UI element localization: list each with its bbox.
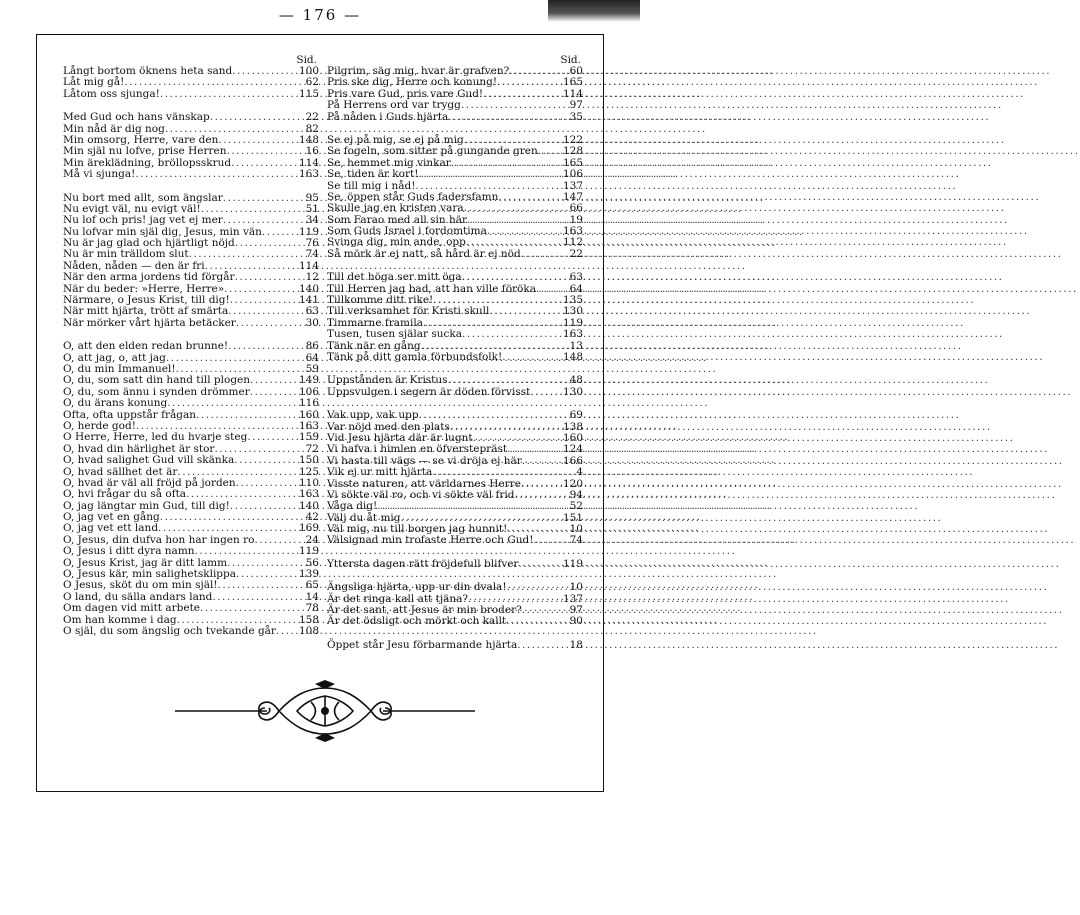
hymn-title: När den arma jordens tid förgår <box>63 271 235 284</box>
dot-leader <box>419 410 563 421</box>
index-entry <box>63 455 319 466</box>
hymn-title: O, hvad sällhet det är <box>63 465 178 478</box>
page-ref: 120 <box>562 477 583 490</box>
hymn-title: Pris ske dig, Herre och konung! <box>327 76 498 89</box>
hymn-title: Nu lof och pris! jag vet ej mer <box>63 214 223 227</box>
page-ref: 138 <box>562 420 583 433</box>
page-ref: 163 <box>562 328 583 341</box>
hymn-title: Skulle jag en kristen vara <box>327 202 464 215</box>
hymn-title: Må vi sjunga! <box>63 168 136 181</box>
hymn-title: Ofta, ofta uppstår frågan <box>63 408 197 421</box>
page-ref: 106 <box>298 385 319 398</box>
sid-label: Sid. <box>560 54 581 66</box>
dot-leader <box>236 318 299 329</box>
page-ref: 119 <box>298 225 319 238</box>
hymn-title: Är det ödsligt och mörkt och kallt <box>327 615 507 628</box>
hymn-title: Se till mig i nåd! <box>327 179 416 192</box>
hymn-title: Låt mig gå! <box>63 76 125 89</box>
page-ref: 122 <box>562 133 583 146</box>
dot-leader <box>223 215 299 226</box>
hymn-title: O Jesus, sköt du om min själ! <box>63 579 218 592</box>
dot-leader <box>462 329 561 340</box>
hymn-title: När du beder: »Herre, Herre» <box>63 282 225 295</box>
index-entry <box>327 112 583 123</box>
index-entry <box>63 432 319 443</box>
index-entry <box>63 89 319 100</box>
hymn-title: Ängsliga hjärta, upp ur din dvala! <box>327 581 507 594</box>
page-ref: 148 <box>298 133 319 146</box>
index-entry <box>327 501 583 512</box>
hymn-title: O, jag vet en gång <box>63 511 160 524</box>
hymn-title: Se, tiden är kort! <box>327 168 419 181</box>
dot-leader <box>276 626 297 637</box>
hymn-title: Se ej på mig, se ej på mig <box>327 133 464 146</box>
hymn-title: Se fogeln, som sitter på gungande gren <box>327 145 538 158</box>
page-ref: 51 <box>305 202 319 215</box>
page-ref: 94 <box>569 488 583 501</box>
page-ref: 108 <box>298 624 319 637</box>
page-ref: 110 <box>298 476 319 489</box>
dot-leader <box>502 352 561 363</box>
hymn-title: O Herre, Herre, led du hvarje steg <box>63 431 248 444</box>
hymn-title: Tänk när en gång <box>327 339 421 352</box>
page-ref: 160 <box>298 408 319 421</box>
dot-leader <box>507 582 563 593</box>
page-ref: 24 <box>305 533 319 546</box>
index-column-right <box>327 54 583 651</box>
index-entry <box>327 444 583 455</box>
page-ref: 69 <box>569 409 583 422</box>
hymn-title: Tänk på ditt gamla förbundsfolk! <box>327 350 503 363</box>
page-ref: 149 <box>298 374 319 387</box>
hymn-title: Nu är min trälldom slut <box>63 248 189 261</box>
hymn-title: O, herde god! <box>63 419 136 432</box>
hymn-title: O, Jesus Krist, jag är ditt lamm <box>63 556 228 569</box>
dot-leader <box>234 455 297 466</box>
dot-leader <box>432 467 563 478</box>
page-ref: 140 <box>298 282 319 295</box>
index-group <box>327 582 583 628</box>
hymn-title: Våga dig! <box>327 500 378 513</box>
page-ref: 100 <box>298 65 319 77</box>
hymn-title: O, du, som satt din hand till plogen <box>63 374 251 387</box>
page-ref: 114 <box>298 156 319 169</box>
hymn-title: O, du ärans konung <box>63 397 168 410</box>
hymn-title: O, jag vet ett land <box>63 522 159 535</box>
page-ref: 147 <box>562 190 583 203</box>
dot-leader <box>160 89 297 100</box>
page-ref: 137 <box>562 179 583 192</box>
page-ref: 166 <box>562 454 583 467</box>
hymn-title: Är det ringa kall att tjäna? <box>327 592 468 605</box>
page-ref: 135 <box>562 294 583 307</box>
dot-leader <box>461 100 563 111</box>
hymn-title: Låtom oss sjunga! <box>63 87 160 100</box>
page-ref: 148 <box>562 350 583 363</box>
page-ref: 119 <box>562 557 583 570</box>
page-ref: 90 <box>569 615 583 628</box>
hymn-title: O, Jesus i ditt dyra namn <box>63 545 195 558</box>
page-ref: 74 <box>569 534 583 547</box>
hymn-title: O, hvad är väl all fröjd på jorden <box>63 476 236 489</box>
page-ref: 163 <box>298 488 319 501</box>
index-entry <box>63 341 319 352</box>
dot-leader <box>135 169 297 180</box>
page-ref: 10 <box>569 523 583 536</box>
hymn-title: På nåden i Guds hjärta <box>327 110 449 123</box>
page-ref: 34 <box>305 214 319 227</box>
index-entry <box>327 249 583 260</box>
hymn-title: Till verksamhet för Kristi skull <box>327 305 490 318</box>
page-ref: 97 <box>569 99 583 112</box>
hymn-title: Om dagen vid mitt arbete <box>63 602 201 615</box>
hymn-title: Väl mig, nu till borgen jag hunnit! <box>327 523 508 536</box>
hymn-title: Timmarne framila <box>327 316 423 329</box>
index-entry <box>327 272 583 283</box>
page-ref: 119 <box>562 316 583 329</box>
hymn-title: O själ, du som ängslig och tvekande går <box>63 624 276 637</box>
page-ref: 42 <box>305 511 319 524</box>
dot-leader <box>462 272 563 283</box>
page-ref: 66 <box>569 202 583 215</box>
page-ref: 140 <box>298 499 319 512</box>
hymn-title: Vak upp, vak upp <box>327 409 419 422</box>
hymn-title: O, du min Immanuel! <box>63 362 176 375</box>
index-entry <box>63 318 319 329</box>
page-ref: 125 <box>298 465 319 478</box>
index-entry <box>327 582 583 593</box>
page-ref: 97 <box>569 604 583 617</box>
page-ref: 64 <box>305 351 319 364</box>
index-group <box>327 66 583 123</box>
index-group <box>327 410 583 547</box>
index-group <box>327 375 583 398</box>
dot-leader <box>506 616 563 627</box>
hymn-title: Se, hemmet mig vinkar <box>327 156 451 169</box>
page-ref: 48 <box>569 374 583 387</box>
hymn-title: O land, du sälla andars land <box>63 590 213 603</box>
page-ref: 4 <box>576 466 583 479</box>
index-entry <box>327 169 583 180</box>
hymn-title: Vi sökte väl ro, och vi sökte väl frid <box>327 488 515 501</box>
hymn-title: Om han komme i dag <box>63 613 177 626</box>
hymn-title: Yttersta dagen rätt fröjdefull blifver <box>327 557 519 570</box>
dot-leader <box>235 272 299 283</box>
hymn-title: O, du, som ännu i synden drömmer <box>63 385 250 398</box>
page-ref: 151 <box>562 511 583 524</box>
hymn-title: Välj du åt mig <box>327 511 401 524</box>
page-ref: 114 <box>298 259 319 272</box>
page-ref: 22 <box>569 247 583 260</box>
hymn-title: Så mörk är ej natt, så hård är ej nöd <box>327 247 521 260</box>
page-ref: 165 <box>562 156 583 169</box>
hymn-title: Min nåd är dig nog <box>63 122 165 135</box>
page-ref: 64 <box>569 282 583 295</box>
page-ref: 74 <box>305 248 319 261</box>
index-entry <box>327 559 583 570</box>
page-ref: 63 <box>569 271 583 284</box>
hymn-title: Var nöjd med den plats <box>327 420 450 433</box>
ornament-divider <box>175 680 475 742</box>
page-ref: 72 <box>305 442 319 455</box>
page-ref: 12 <box>305 271 319 284</box>
hymn-title: Öppet står Jesu förbarmande hjärta <box>327 638 518 651</box>
page-ref: 78 <box>305 602 319 615</box>
dot-leader <box>519 559 561 570</box>
hymn-title: Svinga dig, min ande, opp <box>327 236 466 249</box>
index-entry <box>327 410 583 421</box>
dot-leader <box>464 203 563 214</box>
page-ref: 18 <box>569 638 583 651</box>
hymn-title: Nu evigt väl, nu evigt väl! <box>63 202 201 215</box>
index-group <box>63 341 319 637</box>
page-ref: 169 <box>298 522 319 535</box>
hymn-title: O, hvad salighet Gud vill skänka <box>63 454 235 467</box>
page-ref: 106 <box>562 168 583 181</box>
page-ref: 35 <box>569 110 583 123</box>
page-ref: 19 <box>569 213 583 226</box>
hymn-title: Välsignad min trofaste Herre och Gud! <box>327 534 534 547</box>
page-ref: 163 <box>562 225 583 238</box>
hymn-title: O, att den elden redan brunne! <box>63 340 229 353</box>
index-group <box>327 640 583 651</box>
index-entry <box>327 329 583 340</box>
hymn-title: Tusen, tusen själar sucka <box>327 328 463 341</box>
hymn-title: Uppsvulgen i segern är döden förvisst <box>327 385 531 398</box>
right-groups <box>327 66 583 651</box>
page-ref: 119 <box>298 545 319 558</box>
dot-leader <box>533 535 563 546</box>
dot-leader <box>448 112 563 123</box>
index-group <box>63 66 319 100</box>
page-ref: 130 <box>562 385 583 398</box>
hymn-title: Tillkomme ditt rike! <box>327 294 434 307</box>
page-ref: 163 <box>298 419 319 432</box>
index-entry <box>327 387 583 398</box>
hymn-title: Nåden, nåden — den är fri <box>63 259 205 272</box>
hymn-title: Närmare, o Jesus Krist, till dig! <box>63 294 230 307</box>
dot-leader <box>210 112 299 123</box>
page-ref: 10 <box>569 581 583 594</box>
page-ref: 82 <box>305 122 319 135</box>
dot-leader <box>377 501 563 512</box>
hymn-title: Långt bortom öknens heta sand <box>63 65 233 77</box>
index-group <box>63 112 319 180</box>
page-ref: 52 <box>569 500 583 513</box>
page-ref: 160 <box>562 431 583 444</box>
hymn-title: Visste naturen, att världarnes Herre <box>327 477 521 490</box>
page-ref: 165 <box>562 76 583 89</box>
hymn-title: Nu är jag glad och hjärtligt nöjd <box>63 237 235 250</box>
dot-leader <box>521 249 563 260</box>
dot-leader <box>228 341 299 352</box>
hymn-title: O, hvi frågar du så ofta <box>63 488 187 501</box>
hymn-title: Min själ nu lofve, prise Herren <box>63 145 227 158</box>
index-entry <box>327 352 583 363</box>
index-entry <box>63 603 319 614</box>
index-group <box>327 135 583 260</box>
index-entry <box>327 616 583 627</box>
hymn-title: Till det höga ser mitt öga <box>327 271 462 284</box>
index-group <box>327 559 583 570</box>
dot-leader <box>186 489 297 500</box>
page-ref: 62 <box>305 76 319 89</box>
page-ref: 30 <box>305 316 319 329</box>
hymn-title: O, att jag, o, att jag <box>63 351 166 364</box>
index-entry <box>327 640 583 651</box>
hymn-title: Nu lofvar min själ dig, Jesus, min vän <box>63 225 262 238</box>
index-entry <box>327 467 583 478</box>
page-ref: 95 <box>305 191 319 204</box>
page-ref: 130 <box>562 305 583 318</box>
page-ref: 128 <box>562 145 583 158</box>
index-entry <box>63 626 319 637</box>
page-ref: 14 <box>305 590 319 603</box>
hymn-title: Som Guds Israel i fordomtima <box>327 225 487 238</box>
hymn-title: Vid Jesu hjärta där är lugnt <box>327 431 473 444</box>
hymn-title: På Herrens ord var trygg <box>327 99 461 112</box>
dot-leader <box>167 398 297 409</box>
index-entry <box>63 169 319 180</box>
page-ref: 137 <box>562 592 583 605</box>
left-groups <box>63 66 319 637</box>
hymn-title: O, Jesus kär, min salighetsklippa <box>63 568 236 581</box>
hymn-title: O, jag längtar min Gud, till dig! <box>63 499 230 512</box>
page-ref: 163 <box>298 168 319 181</box>
hymn-title: Se, öppen står Guds fadersfamn <box>327 190 499 203</box>
index-entry <box>63 112 319 123</box>
page-ref: 22 <box>305 111 319 124</box>
index-entry <box>327 535 583 546</box>
dot-leader <box>418 169 560 180</box>
page-ref: 13 <box>569 339 583 352</box>
index-entry <box>63 215 319 226</box>
page-ref: 124 <box>562 443 583 456</box>
hymn-title: Min äreklädning, bröllopsskrud <box>63 156 232 169</box>
hymn-title: Vi hafva i himlen en öfverstepräst <box>327 443 508 456</box>
page-ref: 56 <box>305 556 319 569</box>
hymn-title: Pilgrim, säg mig, hvar är grafven? <box>327 65 510 77</box>
index-entry <box>63 546 319 557</box>
hymn-title: O, hvad din härlighet är stor <box>63 442 215 455</box>
hymn-title: O, Jesus, din dufva hon har ingen ro <box>63 533 255 546</box>
sid-label: Sid. <box>296 54 317 66</box>
index-entry <box>327 100 583 111</box>
index-group <box>327 272 583 363</box>
index-entry <box>63 398 319 409</box>
hymn-title: Vi hasta till vägs — se vi dröja ej här <box>327 454 522 467</box>
dot-leader <box>195 546 297 557</box>
index-column-left <box>63 54 319 637</box>
dot-leader <box>200 603 299 614</box>
page-ref: 159 <box>298 431 319 444</box>
page-ref: 60 <box>569 65 583 77</box>
hymn-title: Till Herren jag bad, att han ville föröka <box>327 282 536 295</box>
page-number: — 176 — <box>278 6 362 24</box>
page-ref: 86 <box>305 340 319 353</box>
hymn-title: Nu bort med allt, som ängslar <box>63 191 223 204</box>
page-ref: 114 <box>562 87 583 100</box>
page-ref: 76 <box>305 237 319 250</box>
hymn-title: När mitt hjärta, trött af smärta <box>63 305 229 318</box>
page-ref: 16 <box>305 145 319 158</box>
page-ref: 139 <box>298 568 319 581</box>
hymn-title: När mörker vårt hjärta betäcker <box>63 316 236 329</box>
page-ref: 150 <box>298 454 319 467</box>
hymn-title: Uppstånden är Kristus <box>327 374 448 387</box>
index-entry <box>327 203 583 214</box>
hymn-title: Med Gud och hans vänskap <box>63 111 210 124</box>
index-group <box>63 193 319 330</box>
dot-leader <box>530 387 561 398</box>
hymn-title: Som Farao med all sin här <box>327 213 468 226</box>
hymn-title: Pris vare Gud, pris vare Gud! <box>327 87 484 100</box>
page-ref: 141 <box>298 294 319 307</box>
page-ref: 65 <box>305 579 319 592</box>
dot-leader <box>517 640 563 651</box>
page-ref: 115 <box>298 87 319 100</box>
index-entry <box>63 489 319 500</box>
hymn-title: Min omsorg, Herre, vare den <box>63 133 219 146</box>
page-ref: 116 <box>298 397 319 410</box>
page-ref: 59 <box>305 362 319 375</box>
index-entry <box>63 272 319 283</box>
hymn-title: Vik ej ur mitt hjärta <box>327 466 433 479</box>
page-ref: 112 <box>562 236 583 249</box>
page-ref: 63 <box>305 305 319 318</box>
page-ref: 158 <box>298 613 319 626</box>
hymn-title: Är det sant, att Jesus är min broder? <box>327 604 522 617</box>
